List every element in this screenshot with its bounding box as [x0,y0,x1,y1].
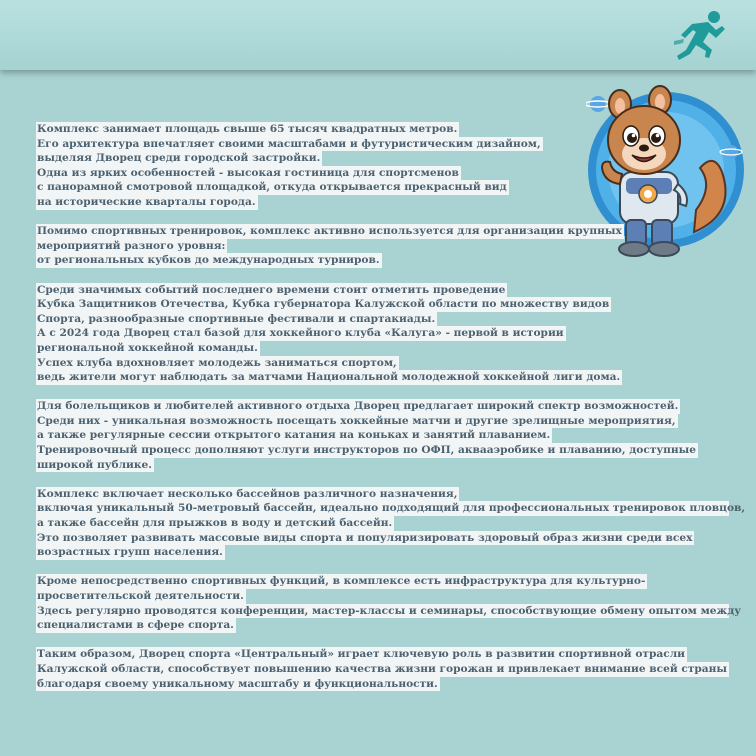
text-line: Комплекс занимает площадь свыше 65 тысяч квадратных метров. [37,123,458,135]
text-line: а также бассейн для прыжков в воду и детский бассейн. [37,517,393,530]
text-line: Комплекс включает несколько бассейнов различного назначения, [37,487,458,500]
text-line: Помимо спортивных тренировок, комплекс активно используется для организации крупных [37,225,622,238]
paragraph-6 [36,574,742,632]
text-line: мероприятий разного уровня: [37,239,226,252]
text-line: Успех клуба вдохновляет молодежь заниматься спортом, [37,356,397,369]
text-line: Для болельщиков и любителей активного отдыха Дворец предлагает широкий спектр возможностей. [37,400,679,413]
text-line: Среди них - уникальная возможность посещать хоккейные матчи и другие зрелищные мероприятия, [37,414,676,427]
text-line: Одна из ярких особенностей - высокая гостиница для спортсменов [37,166,459,179]
paragraph-5 [36,487,746,560]
text-line: ведь жители могут наблюдать за матчами Национальной молодежной хоккейной лиги дома. [37,371,621,384]
text-line: Это позволяет развивать массовые виды спорта и популяризировать здоровый образ жизни среди всех [37,531,693,544]
paragraph-2 [36,224,726,268]
running-person-logo-icon [672,8,730,64]
text-line: Среди значимых событий последнего времени стоит отметить проведение [37,283,506,296]
text-line: Кроме непосредственно спортивных функций, в комплексе есть инфраструктура для культурно- [37,575,646,588]
paragraph-1 [36,122,726,210]
header-bar [0,0,756,70]
text-line: Тренировочный процесс дополняют услуги инструкторов по ОФП, аквааэробике и плаванию, доступные [37,444,697,457]
text-line: региональной хоккейной команды. [37,341,258,354]
text-line: благодаря своему уникальному масштабу и функциональности. [37,677,438,690]
text-line: просветительской деятельности. [37,590,244,602]
text-line: широкой публике. [37,458,152,471]
text-line: Таким образом, Дворец спорта «Центральный» играет ключевую роль в развитии спортивной отрасли [37,648,686,661]
text-line: возрастных групп населения. [37,546,223,559]
text-line: выделяя Дворец среди городской застройки. [37,152,321,165]
text-line: Здесь регулярно проводятся конференции, мастер-классы и семинары, способствующие обмену опытом между [37,604,742,617]
text-line: Кубка Защитников Отечества, Кубка губернатора Калужской области по множеству видов [37,298,610,311]
text-line: на исторические кварталы города. [37,195,256,208]
text-line: Спорта, разнообразные спортивные фестивали и спартакиады. [37,312,436,325]
text-line: А с 2024 года Дворец стал базой для хоккейного клуба «Калуга» - первой в истории [37,327,564,340]
text-line: а также регулярные сессии открытого катания на коньках и занятий плаванием. [37,429,551,442]
text-line: Калужской области, способствует повышению качества жизни горожан и привлекает внимание всей страны [37,662,728,675]
paragraph-7 [36,647,726,691]
text-line: от региональных кубков до международных турниров. [37,254,380,267]
text-line: включая уникальный 50-метровый бассейн, идеально подходящий для профессиональных тренировок пловцов, [37,502,746,515]
paragraph-4 [36,399,726,472]
text-line: Его архитектура впечатляет своими масштабами и футуристическим дизайном, [37,137,541,150]
article-text [36,122,746,691]
paragraph-3 [36,283,726,385]
text-line: специалистами в сфере спорта. [37,619,234,632]
text-line: с панорамной смотровой площадкой, откуда открывается прекрасный вид [37,181,507,194]
